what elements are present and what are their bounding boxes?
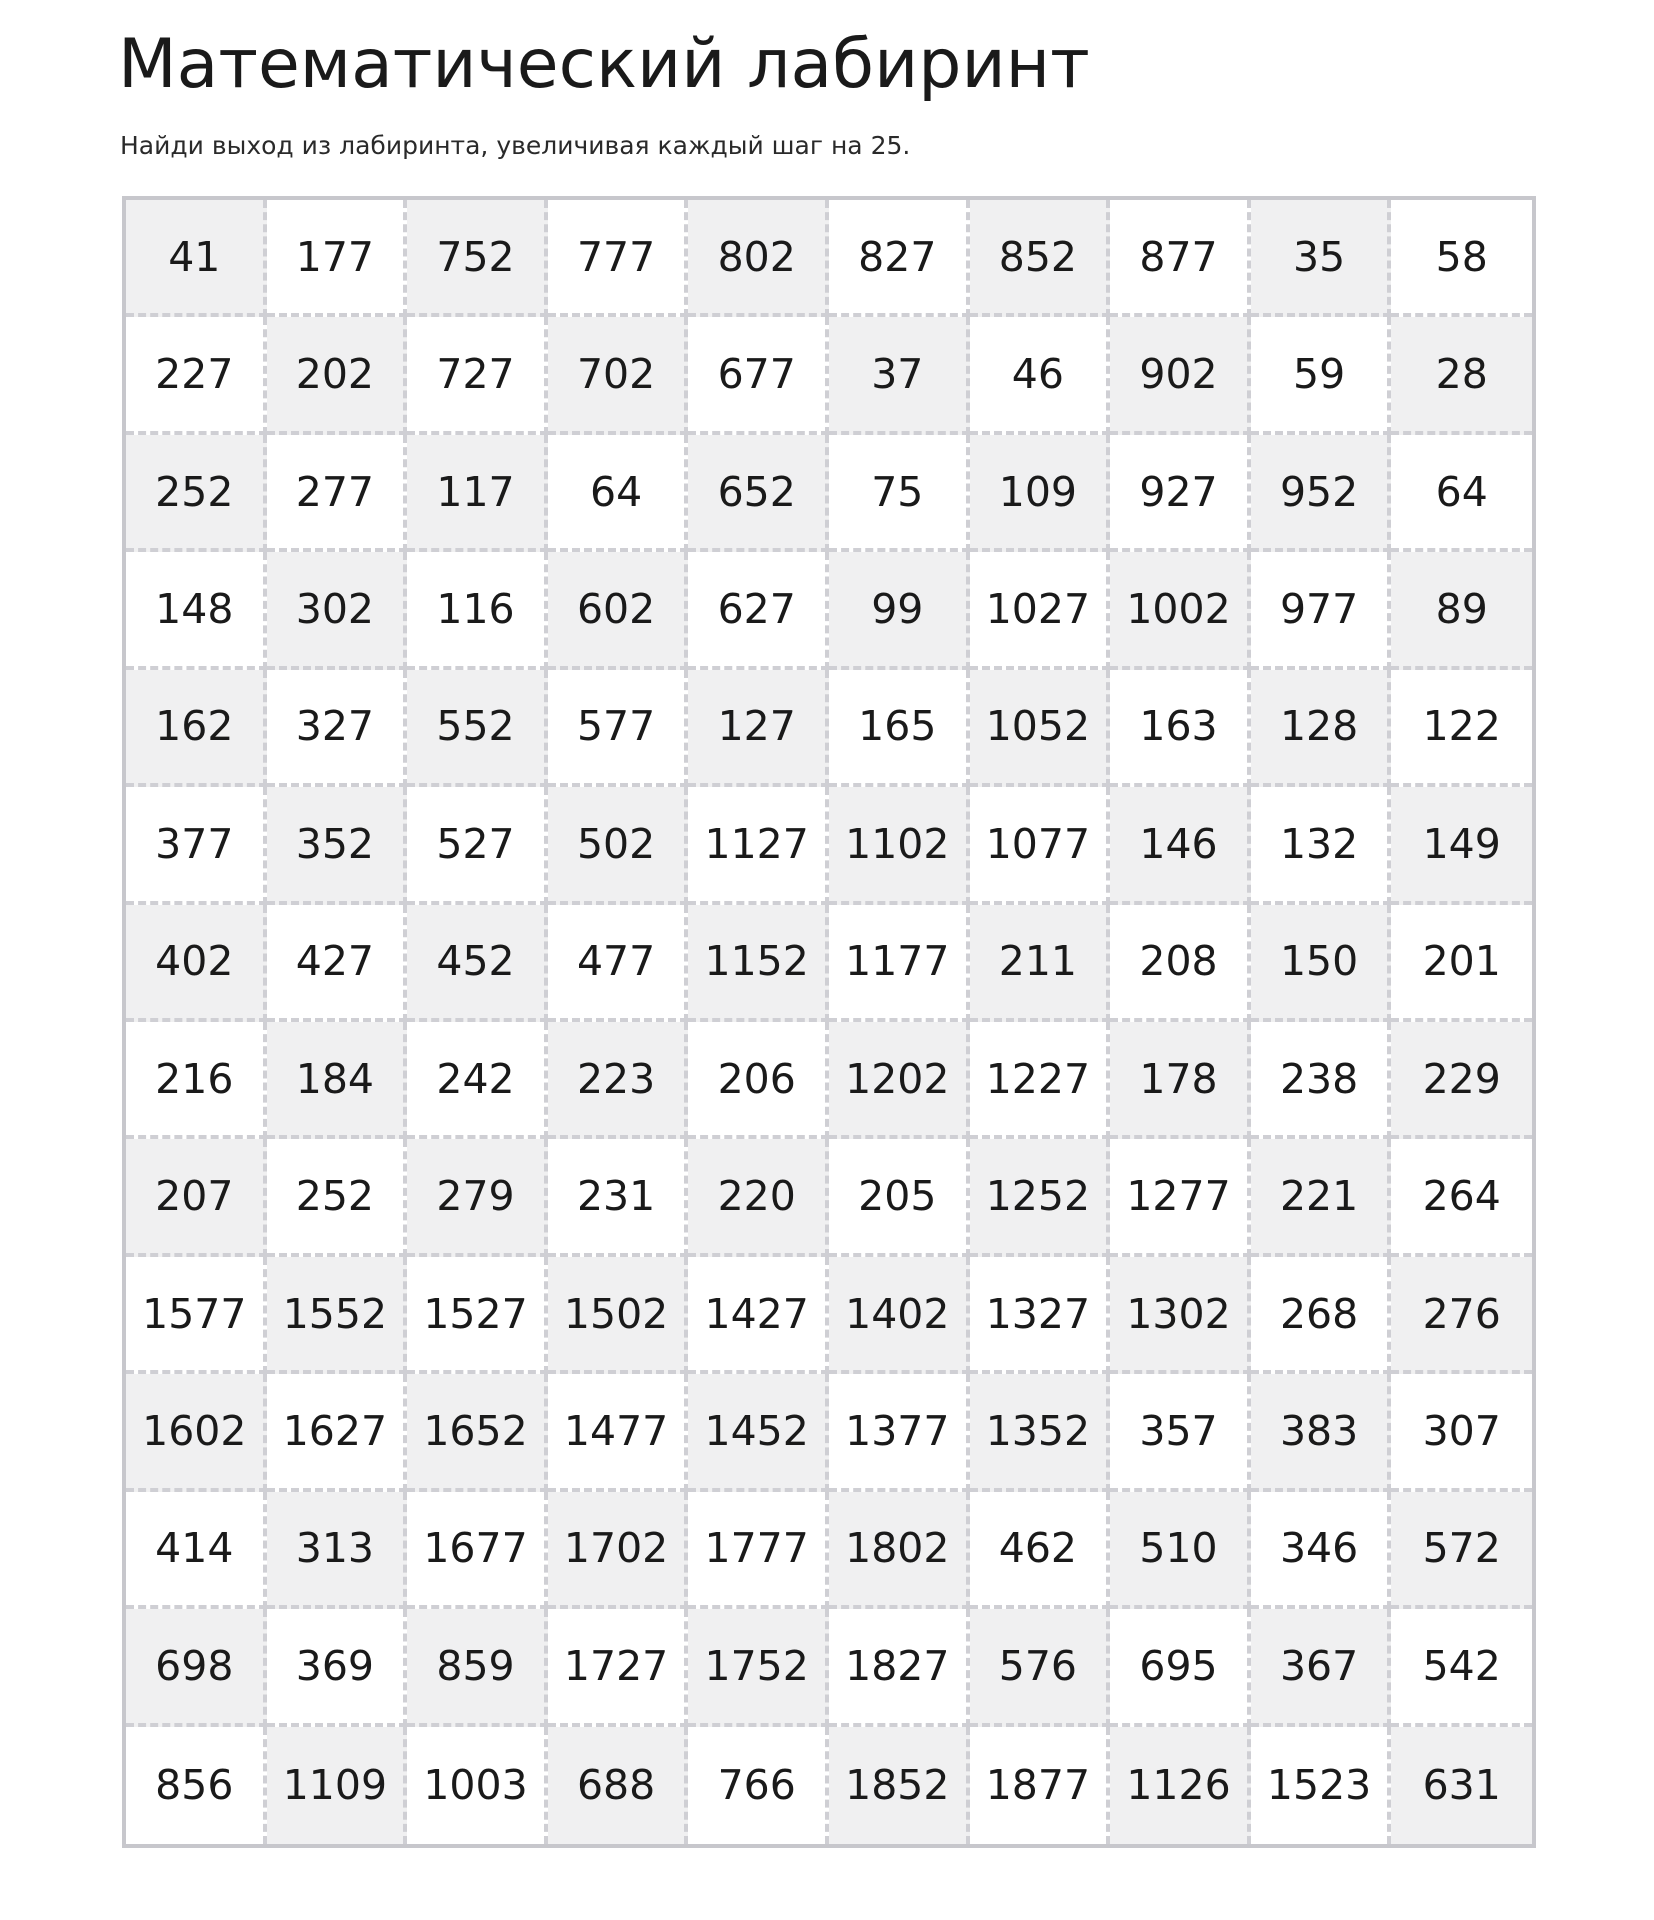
maze-cell[interactable]: 766 <box>688 1727 829 1844</box>
maze-cell[interactable]: 627 <box>688 552 829 669</box>
maze-cell[interactable]: 207 <box>126 1139 267 1256</box>
maze-cell[interactable]: 162 <box>126 670 267 787</box>
maze-cell[interactable]: 75 <box>829 435 970 552</box>
maze-cell[interactable]: 1252 <box>970 1139 1111 1256</box>
maze-cell[interactable]: 28 <box>1391 317 1532 434</box>
maze-cell[interactable]: 602 <box>548 552 689 669</box>
maze-cell[interactable]: 1302 <box>1110 1257 1251 1374</box>
maze-cell[interactable]: 1052 <box>970 670 1111 787</box>
maze-cell[interactable]: 1552 <box>267 1257 408 1374</box>
maze-cell[interactable]: 1277 <box>1110 1139 1251 1256</box>
maze-cell[interactable]: 352 <box>267 787 408 904</box>
maze-cell[interactable]: 264 <box>1391 1139 1532 1256</box>
maze-cell[interactable]: 877 <box>1110 200 1251 317</box>
maze-cell[interactable]: 99 <box>829 552 970 669</box>
maze-cell[interactable]: 1727 <box>548 1609 689 1726</box>
maze-cell[interactable]: 367 <box>1251 1609 1392 1726</box>
maze-cell[interactable]: 216 <box>126 1022 267 1139</box>
maze-cell[interactable]: 510 <box>1110 1492 1251 1609</box>
maze-cell[interactable]: 414 <box>126 1492 267 1609</box>
maze-cell[interactable]: 346 <box>1251 1492 1392 1609</box>
maze-grid <box>122 196 1536 1848</box>
maze-cell[interactable]: 827 <box>829 200 970 317</box>
maze-cell[interactable]: 163 <box>1110 670 1251 787</box>
maze-cell[interactable]: 1452 <box>688 1374 829 1491</box>
maze-cell[interactable]: 1377 <box>829 1374 970 1491</box>
maze-cell[interactable]: 221 <box>1251 1139 1392 1256</box>
maze-cell[interactable]: 1877 <box>970 1727 1111 1844</box>
maze-cell[interactable]: 64 <box>548 435 689 552</box>
maze-cell[interactable]: 695 <box>1110 1609 1251 1726</box>
maze-cell[interactable]: 220 <box>688 1139 829 1256</box>
maze-cell[interactable]: 677 <box>688 317 829 434</box>
maze-cell[interactable]: 1523 <box>1251 1727 1392 1844</box>
maze-cell[interactable]: 227 <box>126 317 267 434</box>
maze-cell[interactable]: 279 <box>407 1139 548 1256</box>
maze-cell[interactable]: 277 <box>267 435 408 552</box>
maze-cell[interactable]: 1177 <box>829 905 970 1022</box>
maze-cell[interactable]: 117 <box>407 435 548 552</box>
maze-cell[interactable]: 238 <box>1251 1022 1392 1139</box>
maze-cell[interactable]: 149 <box>1391 787 1532 904</box>
maze-cell[interactable]: 452 <box>407 905 548 1022</box>
maze-cell[interactable]: 802 <box>688 200 829 317</box>
maze-cell[interactable]: 357 <box>1110 1374 1251 1491</box>
maze-cell[interactable]: 211 <box>970 905 1111 1022</box>
maze-cell[interactable]: 1677 <box>407 1492 548 1609</box>
maze-cell[interactable]: 205 <box>829 1139 970 1256</box>
maze-cell[interactable]: 1652 <box>407 1374 548 1491</box>
maze-cell[interactable]: 268 <box>1251 1257 1392 1374</box>
maze-cell[interactable]: 302 <box>267 552 408 669</box>
maze-cell[interactable]: 148 <box>126 552 267 669</box>
maze-cell[interactable]: 542 <box>1391 1609 1532 1726</box>
maze-cell[interactable]: 576 <box>970 1609 1111 1726</box>
maze-cell[interactable]: 64 <box>1391 435 1532 552</box>
maze-cell[interactable]: 402 <box>126 905 267 1022</box>
maze-cell[interactable]: 477 <box>548 905 689 1022</box>
maze-cell[interactable]: 1627 <box>267 1374 408 1491</box>
maze-cell[interactable]: 231 <box>548 1139 689 1256</box>
maze-cell[interactable]: 1327 <box>970 1257 1111 1374</box>
maze-cell[interactable]: 1102 <box>829 787 970 904</box>
maze-cell[interactable]: 1077 <box>970 787 1111 904</box>
maze-cell[interactable]: 1227 <box>970 1022 1111 1139</box>
maze-cell[interactable]: 902 <box>1110 317 1251 434</box>
maze-cell[interactable]: 1802 <box>829 1492 970 1609</box>
maze-cell[interactable]: 229 <box>1391 1022 1532 1139</box>
page-title: Математический лабиринт <box>118 25 1090 104</box>
maze-cell[interactable]: 1827 <box>829 1609 970 1726</box>
maze-cell[interactable]: 856 <box>126 1727 267 1844</box>
maze-cell[interactable]: 427 <box>267 905 408 1022</box>
maze-cell[interactable]: 132 <box>1251 787 1392 904</box>
maze-cell[interactable]: 327 <box>267 670 408 787</box>
maze-cell[interactable]: 208 <box>1110 905 1251 1022</box>
maze-cell[interactable]: 1027 <box>970 552 1111 669</box>
maze-cell[interactable]: 977 <box>1251 552 1392 669</box>
maze-cell[interactable]: 206 <box>688 1022 829 1139</box>
maze-cell[interactable]: 383 <box>1251 1374 1392 1491</box>
maze-cell[interactable]: 1003 <box>407 1727 548 1844</box>
maze-cell[interactable]: 223 <box>548 1022 689 1139</box>
maze-cell[interactable]: 727 <box>407 317 548 434</box>
maze-cell[interactable]: 46 <box>970 317 1111 434</box>
maze-cell[interactable]: 1577 <box>126 1257 267 1374</box>
maze-cell[interactable]: 927 <box>1110 435 1251 552</box>
maze-cell[interactable]: 502 <box>548 787 689 904</box>
maze-cell[interactable]: 702 <box>548 317 689 434</box>
maze-cell[interactable]: 58 <box>1391 200 1532 317</box>
maze-cell[interactable]: 41 <box>126 200 267 317</box>
maze-cell[interactable]: 1502 <box>548 1257 689 1374</box>
maze-cell[interactable]: 201 <box>1391 905 1532 1022</box>
maze-cell[interactable]: 1152 <box>688 905 829 1022</box>
maze-cell[interactable]: 252 <box>126 435 267 552</box>
maze-cell[interactable]: 1202 <box>829 1022 970 1139</box>
maze-cell[interactable]: 59 <box>1251 317 1392 434</box>
maze-cell[interactable]: 952 <box>1251 435 1392 552</box>
maze-cell[interactable]: 1477 <box>548 1374 689 1491</box>
maze-cell[interactable]: 1002 <box>1110 552 1251 669</box>
maze-cell[interactable]: 1402 <box>829 1257 970 1374</box>
maze-cell[interactable]: 698 <box>126 1609 267 1726</box>
maze-cell[interactable]: 859 <box>407 1609 548 1726</box>
maze-cell[interactable]: 1127 <box>688 787 829 904</box>
maze-cell[interactable]: 377 <box>126 787 267 904</box>
maze-cell[interactable]: 1126 <box>1110 1727 1251 1844</box>
maze-cell[interactable]: 1702 <box>548 1492 689 1609</box>
maze-cell[interactable]: 178 <box>1110 1022 1251 1139</box>
maze-cell[interactable]: 177 <box>267 200 408 317</box>
maze-cell[interactable]: 109 <box>970 435 1111 552</box>
maze-cell[interactable]: 89 <box>1391 552 1532 669</box>
maze-cell[interactable]: 1602 <box>126 1374 267 1491</box>
maze-cell[interactable]: 631 <box>1391 1727 1532 1844</box>
maze-cell[interactable]: 462 <box>970 1492 1111 1609</box>
maze-cell[interactable]: 1109 <box>267 1727 408 1844</box>
maze-cell[interactable]: 127 <box>688 670 829 787</box>
maze-cell[interactable]: 752 <box>407 200 548 317</box>
maze-cell[interactable]: 369 <box>267 1609 408 1726</box>
maze-cell[interactable]: 688 <box>548 1727 689 1844</box>
maze-cell[interactable]: 552 <box>407 670 548 787</box>
maze-cell[interactable]: 202 <box>267 317 408 434</box>
maze-cell[interactable]: 165 <box>829 670 970 787</box>
maze-cell[interactable]: 35 <box>1251 200 1392 317</box>
maze-cell[interactable]: 313 <box>267 1492 408 1609</box>
maze-cell[interactable]: 777 <box>548 200 689 317</box>
maze-cell[interactable]: 37 <box>829 317 970 434</box>
maze-cell[interactable]: 577 <box>548 670 689 787</box>
maze-cell[interactable]: 1427 <box>688 1257 829 1374</box>
maze-cell[interactable]: 572 <box>1391 1492 1532 1609</box>
maze-cell[interactable]: 276 <box>1391 1257 1532 1374</box>
maze-cell[interactable]: 1852 <box>829 1727 970 1844</box>
instructions-text: Найди выход из лабиринта, увеличивая каждый шаг на 25. <box>120 131 911 160</box>
maze-cell[interactable]: 527 <box>407 787 548 904</box>
maze-cell[interactable]: 1777 <box>688 1492 829 1609</box>
maze-cell[interactable]: 150 <box>1251 905 1392 1022</box>
maze-cell[interactable]: 1752 <box>688 1609 829 1726</box>
maze-cell[interactable]: 242 <box>407 1022 548 1139</box>
maze-cell[interactable]: 652 <box>688 435 829 552</box>
maze-cell[interactable]: 122 <box>1391 670 1532 787</box>
maze-cell[interactable]: 184 <box>267 1022 408 1139</box>
maze-cell[interactable]: 307 <box>1391 1374 1532 1491</box>
maze-cell[interactable]: 252 <box>267 1139 408 1256</box>
maze-cell[interactable]: 128 <box>1251 670 1392 787</box>
maze-cell[interactable]: 852 <box>970 200 1111 317</box>
maze-cell[interactable]: 1352 <box>970 1374 1111 1491</box>
maze-cell[interactable]: 116 <box>407 552 548 669</box>
maze-cell[interactable]: 146 <box>1110 787 1251 904</box>
maze-cell[interactable]: 1527 <box>407 1257 548 1374</box>
